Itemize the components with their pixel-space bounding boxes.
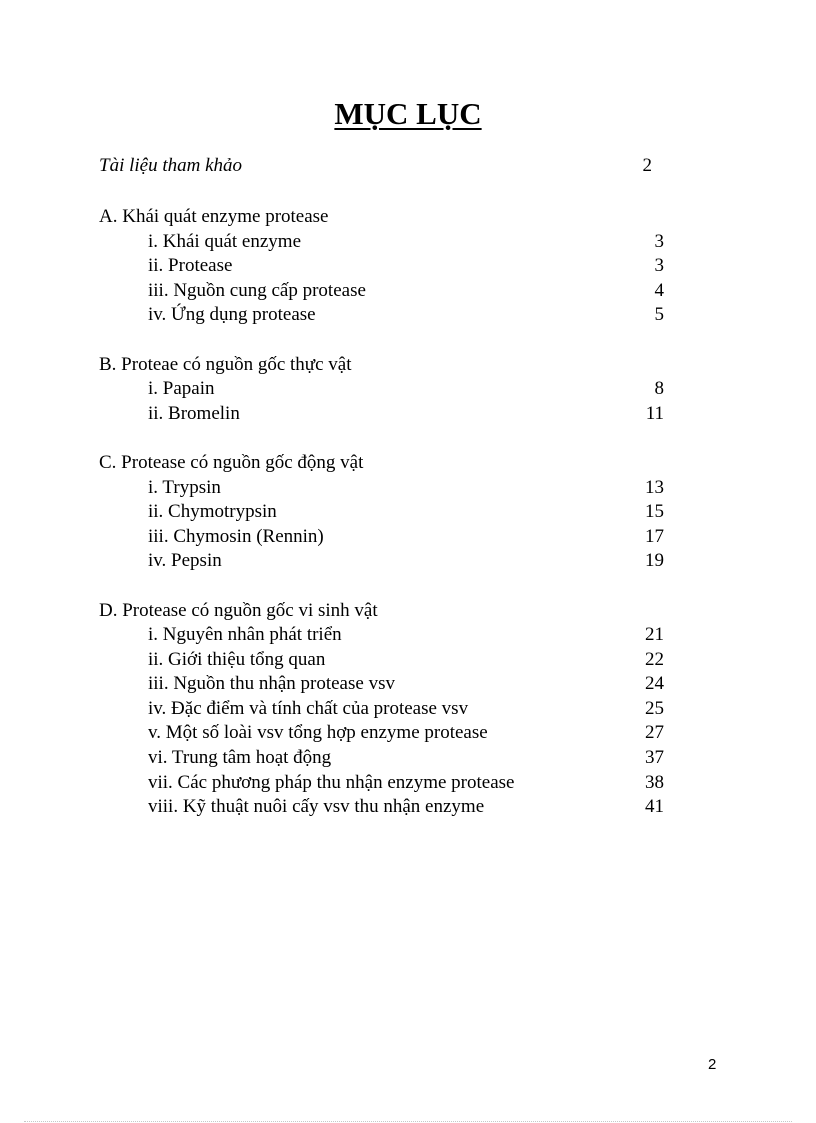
toc-item[interactable] <box>99 500 664 525</box>
toc-item[interactable] <box>99 254 664 279</box>
toc-item-page: 15 <box>645 501 664 523</box>
section-title[interactable]: C. Protease có nguồn gốc động vật <box>99 451 364 473</box>
toc-item[interactable] <box>99 303 664 328</box>
toc-item-page: 11 <box>645 402 664 424</box>
toc-item[interactable] <box>99 795 664 820</box>
toc-item-page: 27 <box>645 722 664 744</box>
toc-item-label: iv. Đặc điểm và tính chất của protease vsv <box>148 697 469 719</box>
toc-item-page: 5 <box>654 304 664 326</box>
toc-section-d <box>99 599 664 820</box>
toc-item-page: 19 <box>645 550 664 572</box>
toc-item-label: ii. Chymotrypsin <box>148 501 277 523</box>
toc-item[interactable] <box>99 672 664 697</box>
toc-item-page: 3 <box>654 230 664 252</box>
toc-item[interactable] <box>99 746 664 771</box>
toc-item-page: 8 <box>654 378 664 400</box>
toc-item-label: i. Trypsin <box>148 476 221 498</box>
toc-item[interactable] <box>99 525 664 550</box>
toc-item-label: iii. Nguồn cung cấp protease <box>148 279 366 301</box>
toc-section-c <box>99 451 664 574</box>
toc-item[interactable] <box>99 549 664 574</box>
toc-item[interactable] <box>99 648 664 673</box>
toc-item-label: i. Papain <box>148 378 215 400</box>
toc-item-page: 13 <box>645 476 664 498</box>
toc-section-b <box>99 353 664 427</box>
toc-item[interactable] <box>99 476 664 501</box>
toc-item[interactable] <box>99 377 664 402</box>
toc-item-label: vii. Các phương pháp thu nhận enzyme protease <box>148 771 515 793</box>
toc-item[interactable] <box>99 623 664 648</box>
toc-item-label: ii. Protease <box>148 255 233 277</box>
toc-item[interactable] <box>99 721 664 746</box>
toc-item[interactable] <box>99 697 664 722</box>
toc-item-label: iii. Nguồn thu nhận protease vsv <box>148 673 395 695</box>
references-page-number: 2 <box>642 155 652 176</box>
toc-item-page: 24 <box>645 673 664 695</box>
section-title[interactable]: D. Protease có nguồn gốc vi sinh vật <box>99 599 378 621</box>
toc-title: MỤC LỤC <box>334 96 482 131</box>
toc-item-page: 25 <box>645 697 664 719</box>
toc-item-page: 3 <box>654 255 664 277</box>
toc-item-label: i. Khái quát enzyme <box>148 230 302 252</box>
toc-item-page: 41 <box>645 796 664 818</box>
toc-entry-references[interactable] <box>99 155 659 181</box>
toc-item-page: 4 <box>654 279 664 301</box>
toc-item-label: i. Nguyên nhân phát triển <box>148 624 342 646</box>
section-title[interactable]: B. Proteae có nguồn gốc thực vật <box>99 353 352 375</box>
page-bottom-divider <box>24 1121 792 1122</box>
toc-item[interactable] <box>99 402 664 427</box>
toc-sections <box>99 205 664 844</box>
toc-item[interactable] <box>99 279 664 304</box>
toc-item-page: 17 <box>645 525 664 547</box>
toc-item[interactable] <box>99 771 664 796</box>
toc-item-label: iv. Ứng dụng protease <box>148 304 316 326</box>
toc-item-label: iv. Pepsin <box>148 550 222 572</box>
section-title[interactable]: A. Khái quát enzyme protease <box>99 206 329 227</box>
toc-item-label: v. Một số loài vsv tổng hợp enzyme protease <box>148 722 488 744</box>
toc-item-label: viii. Kỹ thuật nuôi cấy vsv thu nhận enzyme <box>148 796 485 818</box>
footer-page-number: 2 <box>708 1056 717 1073</box>
toc-item-page: 21 <box>645 624 664 646</box>
toc-item-label: ii. Bromelin <box>148 402 240 424</box>
toc-item-page: 37 <box>645 747 664 769</box>
toc-item-label: vi. Trung tâm hoạt động <box>148 747 332 769</box>
toc-item-page: 38 <box>645 771 664 793</box>
references-label: Tài liệu tham khảo <box>99 155 243 176</box>
toc-item-page: 22 <box>645 648 664 670</box>
toc-item-label: iii. Chymosin (Rennin) <box>148 525 324 547</box>
toc-item[interactable] <box>99 230 664 255</box>
toc-section-a <box>99 205 664 328</box>
toc-item-label: ii. Giới thiệu tổng quan <box>148 648 326 670</box>
